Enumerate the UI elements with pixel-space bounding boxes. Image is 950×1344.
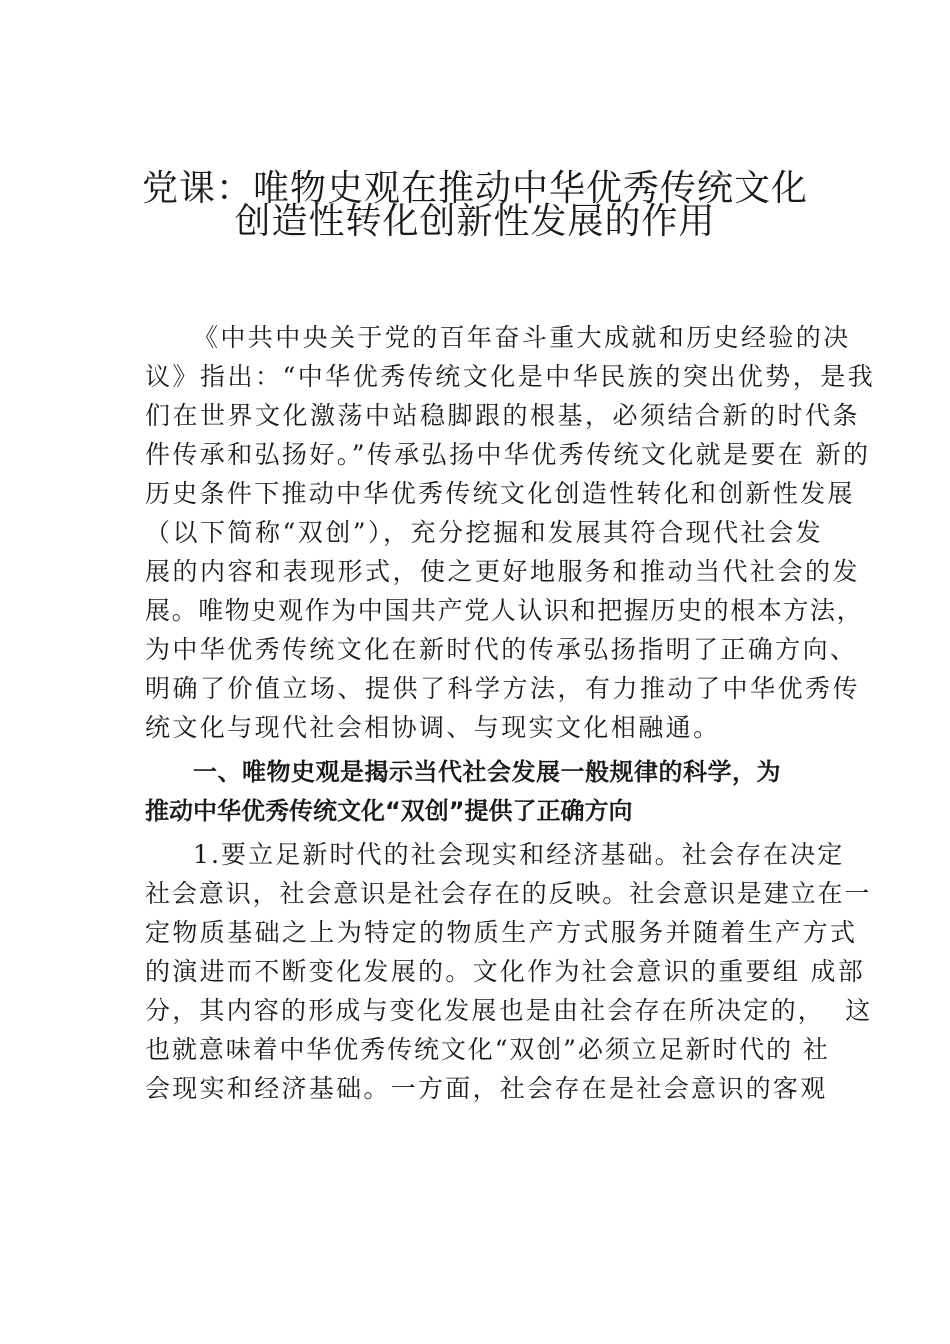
document-title-line-2: 创造性转化创新性发展的作用 [234,201,716,242]
paragraph-line: 也就意味着中华优秀传统文化“双创”必须立足新时代的 社 [145,1035,830,1064]
paragraph-line: 社会意识，社会意识是社会存在的反映。社会意识是建立在一 [145,879,872,908]
paragraph-line: 的演进而不断变化发展的。文化作为社会意识的重要组 成部 [145,957,866,986]
paragraph-line: （以下简称“双创”），充分挖掘和发展其符合现代社会发 [145,518,824,547]
paragraph-line: 们在世界文化激荡中站稳脚跟的根基，必须结合新的时代条 [145,401,861,430]
paragraph-line: 议》指出：“中华优秀传统文化是中华民族的突出优势，是我 [145,362,876,391]
paragraph-line: 分，其内容的形成与变化发展也是由社会存在所决定的， 这 [145,996,873,1025]
paragraph-line: 明确了价值立场、提供了科学方法，有力推动了中华优秀传 [145,674,861,703]
section-heading-line-1: 一、唯物史观是揭示当代社会发展一般规律的科学，为 [193,758,781,786]
paragraph-line: 为中华优秀传统文化在新时代的传承弘扬指明了正确方向、 [145,635,858,664]
paragraph-line: 统文化与现代社会相协调、与现实文化相融通。 [145,713,721,742]
paragraph-line: 历史条件下推动中华优秀传统文化创造性转化和创新性发展 [145,479,855,508]
section-heading-line-2: 推动中华优秀传统文化“双创”提供了正确方向 [145,797,633,825]
paragraph-line: 展的内容和表现形式，使之更好地服务和推动当代社会的发 [145,557,861,586]
document-title-line-1: 党课：唯物史观在推动中华优秀传统文化 [141,168,808,209]
paragraph-line: 定物质基础之上为特定的物质生产方式服务并随着生产方式 [145,918,858,947]
paragraph-line: 会现实和经济基础。一方面，社会存在是社会意识的客观 [145,1074,828,1103]
paragraph-line: 1.要立足新时代的社会现实和经济基础。社会存在决定 [193,840,845,869]
paragraph-line: 《中共中央关于党的百年奋斗重大成就和历史经验的决 [193,323,851,352]
paragraph-line: 件传承和弘扬好。”传承弘扬中华优秀传统文化就是要在 新的 [145,440,871,469]
paragraph-line: 展。唯物史观作为中国共产党人认识和把握历史的根本方法， [145,596,864,625]
